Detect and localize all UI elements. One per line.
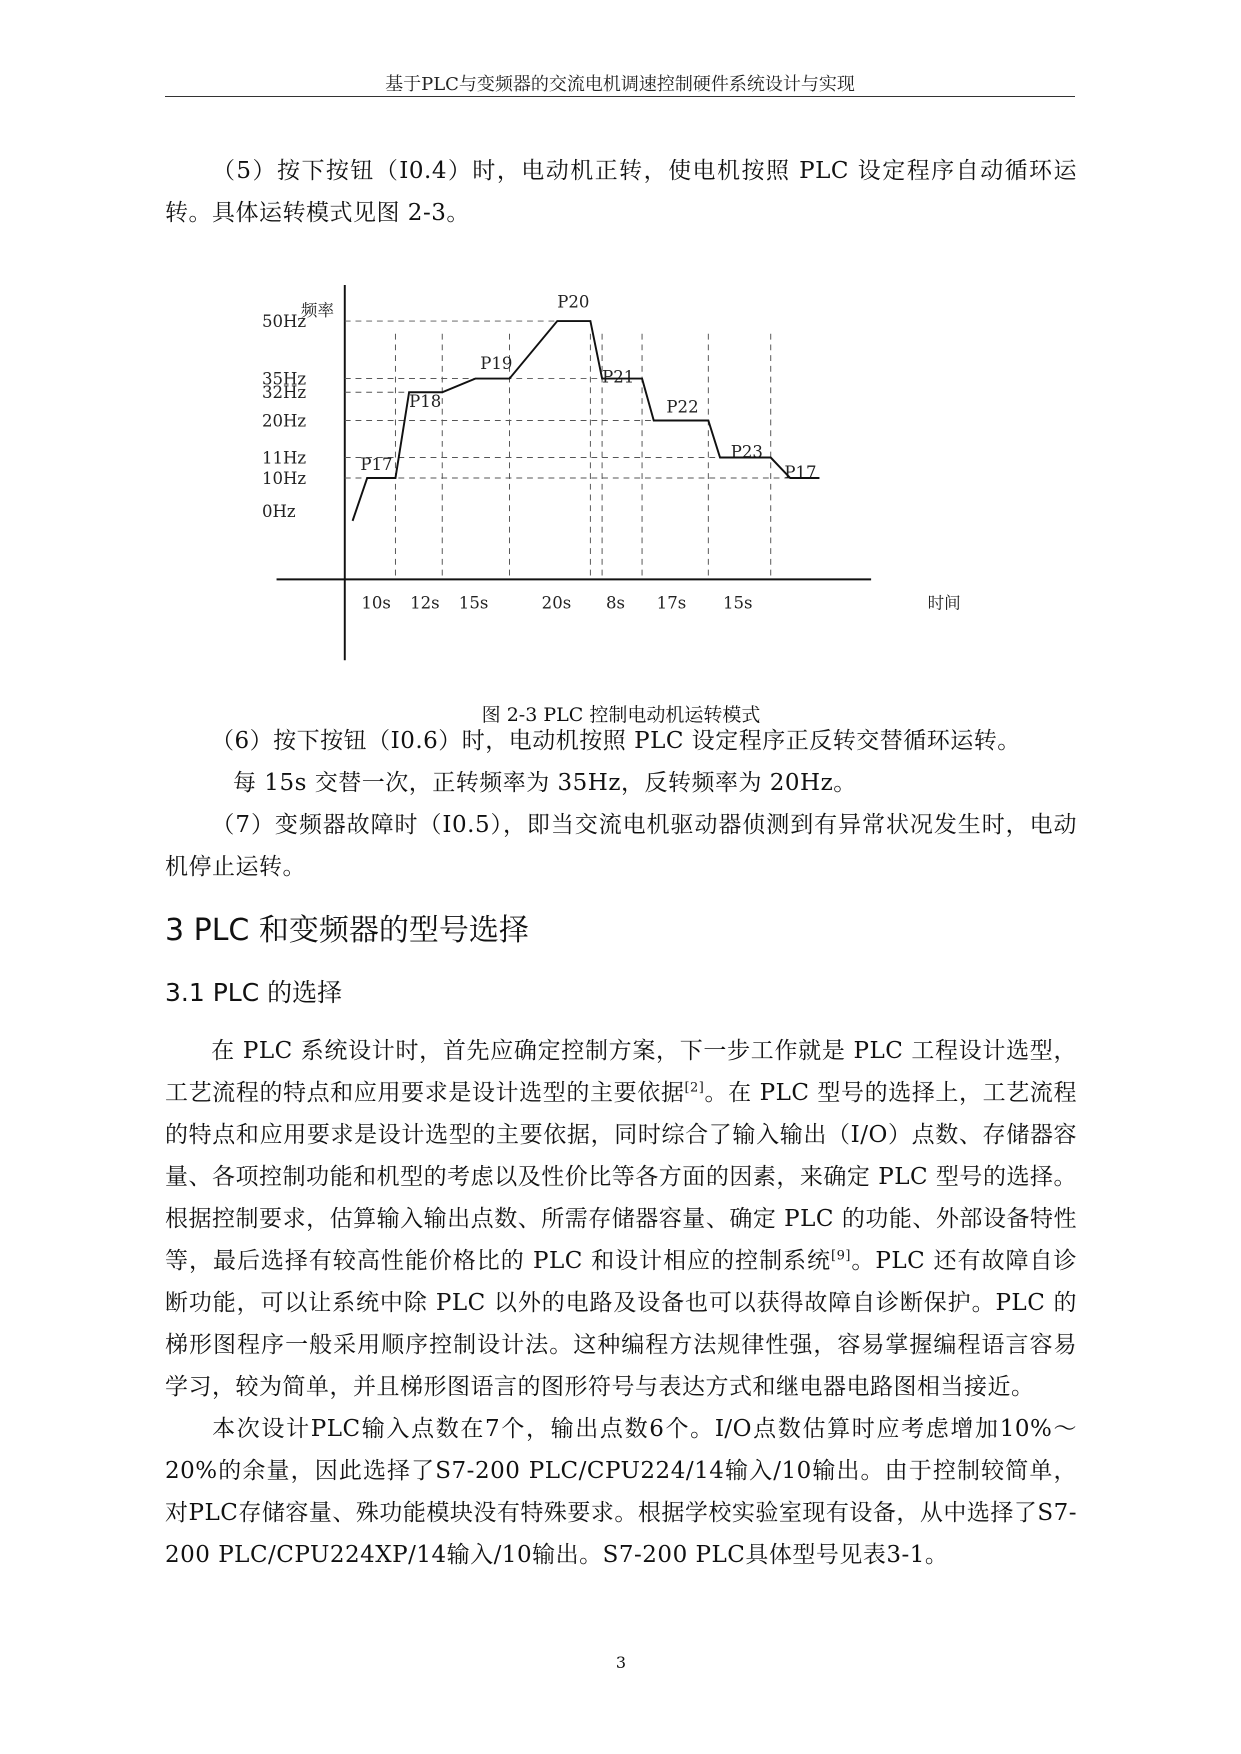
paragraph-item-7	[165, 804, 1077, 888]
paragraph-text: 本次设计PLC输入点数在7个，输出点数6个。I/O点数估算时应考虑增加10%～20%的余量，因此选择了S7-200 PLC/CPU224/14输入/10输出。由于控制较简单，对PLC存储容量、殊功能模块没有特殊要求。根据学校实验室现有设备，从中选择了S7-200 PLC/CPU224XP/14输入/10输出。S7-200 PLC具体型号见表3-1。	[165, 1416, 1078, 1568]
paragraph-io-count	[165, 1408, 1077, 1576]
paragraph-text: （5）按下按钮（I0.4）时，电动机正转，使电机按照 PLC 设定程序自动循环运转。具体运转模式见图 2-3。	[165, 158, 1077, 226]
running-header: 基于PLC与变频器的交流电机调速控制硬件系统设计与实现	[385, 74, 855, 95]
paragraph-item-5	[165, 150, 1077, 234]
page-number: 3	[615, 1653, 627, 1672]
y-tick-label: 32Hz	[261, 383, 307, 403]
x-tick-label: 17s	[656, 593, 687, 613]
y-axis-label: 频率	[300, 301, 335, 321]
paragraph-text: 每 15s 交替一次，正转频率为 35Hz，反转频率为 20Hz。	[233, 770, 857, 796]
citation-ref: [9]	[831, 1248, 851, 1264]
header-rule	[165, 96, 1075, 97]
paragraph-text: 。在 PLC 型号的选择上，工艺流程的特点和应用要求是设计选型的主要依据，同时综合了输入输出（I/O）点数、存储器容量、各项控制功能和机型的考虑以及性价比等各方面的因素，来确定 PLC 型号的选择。根据控制要求，估算输入输出点数、所需存储器容量、确定 PLC 的功能、外部设备特性等，最后选择有较高性能价格比的 PLC 和设计相应的控制系统	[165, 1080, 1077, 1274]
x-tick-label: 12s	[410, 593, 440, 613]
paragraph-text: 在 PLC 系统设计时，首先应确定控制方案，下一步工作就是 PLC 工程设计选型，工艺流程的特点和应用要求是设计选型的主要依据	[165, 1038, 1077, 1106]
x-tick-label: 8s	[605, 593, 626, 613]
citation-ref: [2]	[684, 1080, 705, 1096]
x-tick-label: 15s	[458, 593, 489, 613]
step-label: P23	[730, 442, 763, 462]
step-label: P18	[409, 391, 442, 411]
paragraph-item-6	[165, 720, 1077, 762]
y-tick-label: 11Hz	[261, 448, 307, 468]
frequency-time-chart	[255, 285, 995, 670]
step-label: P17	[784, 462, 817, 482]
x-tick-label: 20s	[541, 593, 572, 613]
step-label: P22	[666, 397, 699, 417]
y-tick-label: 0Hz	[261, 501, 296, 521]
paragraph-text: 。PLC 还有故障自诊断功能，可以让系统中除 PLC 以外的电路及设备也可以获得故障自诊断保护。PLC 的梯形图程序一般采用顺序控制设计法。这种编程方法规律性强，容易掌握编程语言容易学习，较为简单，并且梯形图语言的图形符号与表达方式和继电器电路图相当接近。	[165, 1248, 1077, 1400]
step-label: P20	[557, 292, 590, 312]
paragraph-item-6b	[165, 762, 1077, 804]
x-tick-label: 10s	[361, 593, 391, 613]
y-tick-label: 20Hz	[261, 411, 307, 431]
y-tick-label: 50Hz	[261, 311, 307, 331]
y-tick-label: 35Hz	[261, 369, 307, 389]
figure-2-3	[255, 285, 995, 670]
step-label: P19	[480, 353, 513, 373]
paragraph-plc-selection	[165, 1030, 1077, 1408]
step-label: P17	[360, 455, 393, 475]
y-tick-label: 10Hz	[261, 468, 307, 488]
figure-caption: 图 2-3 PLC 控制电动机运转模式	[481, 704, 761, 726]
section-heading: 3 PLC 和变频器的型号选择	[165, 913, 529, 948]
x-tick-label: 15s	[722, 593, 753, 613]
subsection-heading: 3.1 PLC 的选择	[165, 978, 343, 1007]
x-axis-label: 时间	[927, 593, 961, 613]
paragraph-text: （7）变频器故障时（I0.5），即当交流电机驱动器侦测到有异常状况发生时，电动机停止运转。	[165, 812, 1077, 880]
paragraph-text: （6）按下按钮（I0.6）时，电动机按照 PLC 设定程序正反转交替循环运转。	[211, 728, 1021, 754]
step-label: P21	[602, 367, 635, 387]
